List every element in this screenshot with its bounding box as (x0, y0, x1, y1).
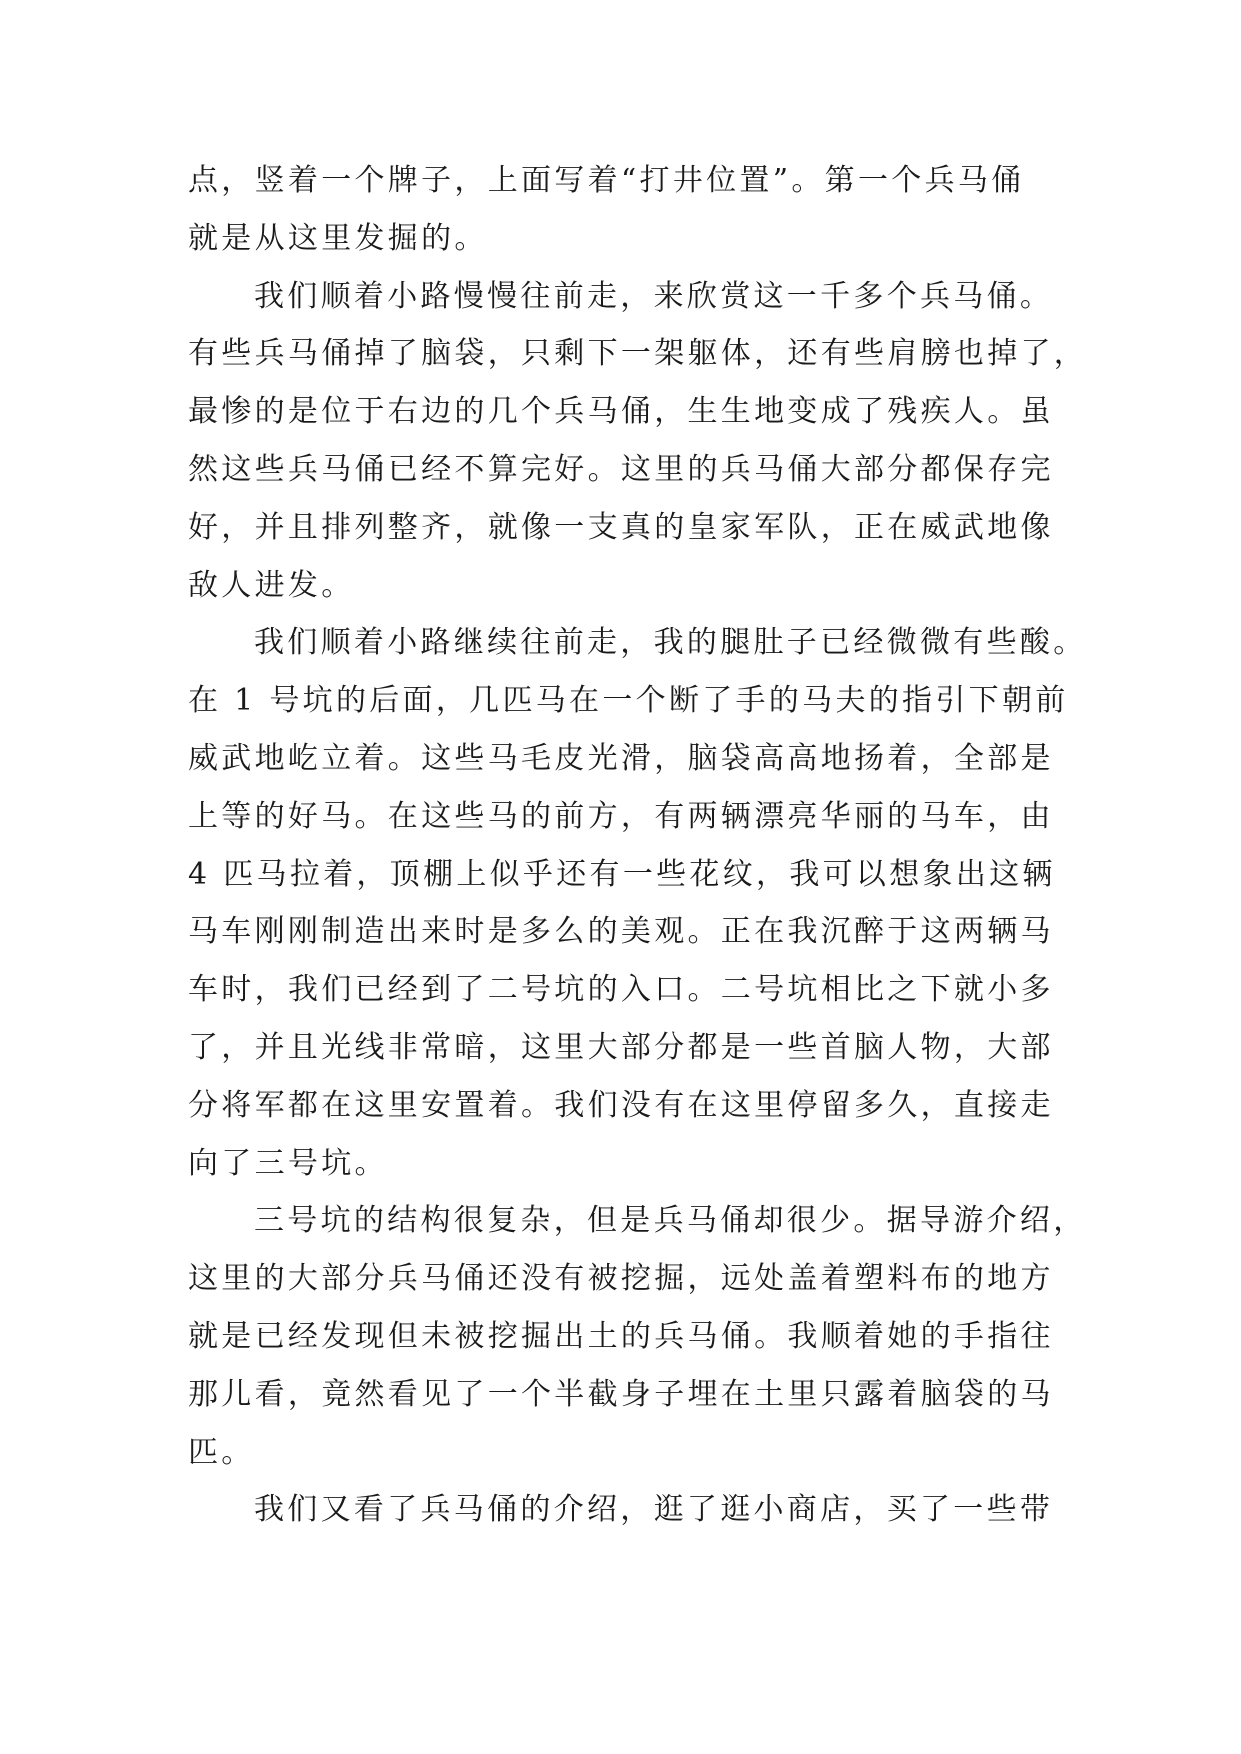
text-line: 那儿看，竟然看见了一个半截身子埋在土里只露着脑袋的马 (188, 1376, 1054, 1412)
paragraph (188, 614, 1087, 1192)
paragraph (188, 1481, 1054, 1539)
text-line: 三号坑的结构很复杂，但是兵马俑却很少。据导游介绍， (254, 1203, 1087, 1239)
text-line: 上等的好马。在这些马的前方，有两辆漂亮华丽的马车，由 (188, 798, 1054, 834)
text-line: 威武地屹立着。这些马毛皮光滑，脑袋高高地扬着，全部是 (188, 740, 1054, 776)
text-line: 好，并且排列整齐，就像一支真的皇家军队，正在威武地像 (188, 509, 1054, 545)
text-line: 这里的大部分兵马俑还没有被挖掘，远处盖着塑料布的地方 (188, 1261, 1054, 1297)
paragraph (188, 152, 1054, 268)
text-line: 就是已经发现但未被挖掘出土的兵马俑。我顺着她的手指往 (188, 1318, 1054, 1354)
text-line: 我们又看了兵马俑的介绍，逛了逛小商店，买了一些带 (254, 1492, 1054, 1528)
text-line: 我们顺着小路慢慢往前走，来欣赏这一千多个兵马俑。 (254, 278, 1054, 314)
text-line: 匹。 (188, 1434, 255, 1470)
text-line: 就是从这里发掘的。 (188, 220, 488, 256)
text-line: 然这些兵马俑已经不算完好。这里的兵马俑大部分都保存完 (188, 451, 1054, 487)
text-line: 最惨的是位于右边的几个兵马俑，生生地变成了残疾人。虽 (188, 394, 1054, 430)
text-line: 车时，我们已经到了二号坑的入口。二号坑相比之下就小多 (188, 972, 1054, 1008)
text-line: 敌人进发。 (188, 567, 355, 603)
text-line: 向了三号坑。 (188, 1145, 388, 1181)
text-line: 4 匹马拉着，顶棚上似乎还有一些花纹，我可以想象出这辆 (188, 856, 1056, 892)
text-line: 了，并且光线非常暗，这里大部分都是一些首脑人物，大部 (188, 1029, 1054, 1065)
document-body (188, 152, 1088, 1539)
text-line: 有些兵马俑掉了脑袋，只剩下一架躯体，还有些肩膀也掉了， (188, 336, 1088, 372)
text-line: 马车刚刚制造出来时是多么的美观。正在我沉醉于这两辆马 (188, 914, 1054, 950)
text-line: 在 1 号坑的后面，几匹马在一个断了手的马夫的指引下朝前 (188, 683, 1069, 719)
text-line: 分将军都在这里安置着。我们没有在这里停留多久，直接走 (188, 1087, 1054, 1123)
paragraph (188, 268, 1088, 615)
text-line: 点，竖着一个牌子，上面写着“打井位置”。第一个兵马俑 (188, 163, 1025, 198)
paragraph (188, 1192, 1087, 1481)
text-line: 我们顺着小路继续往前走，我的腿肚子已经微微有些酸。 (254, 625, 1087, 661)
